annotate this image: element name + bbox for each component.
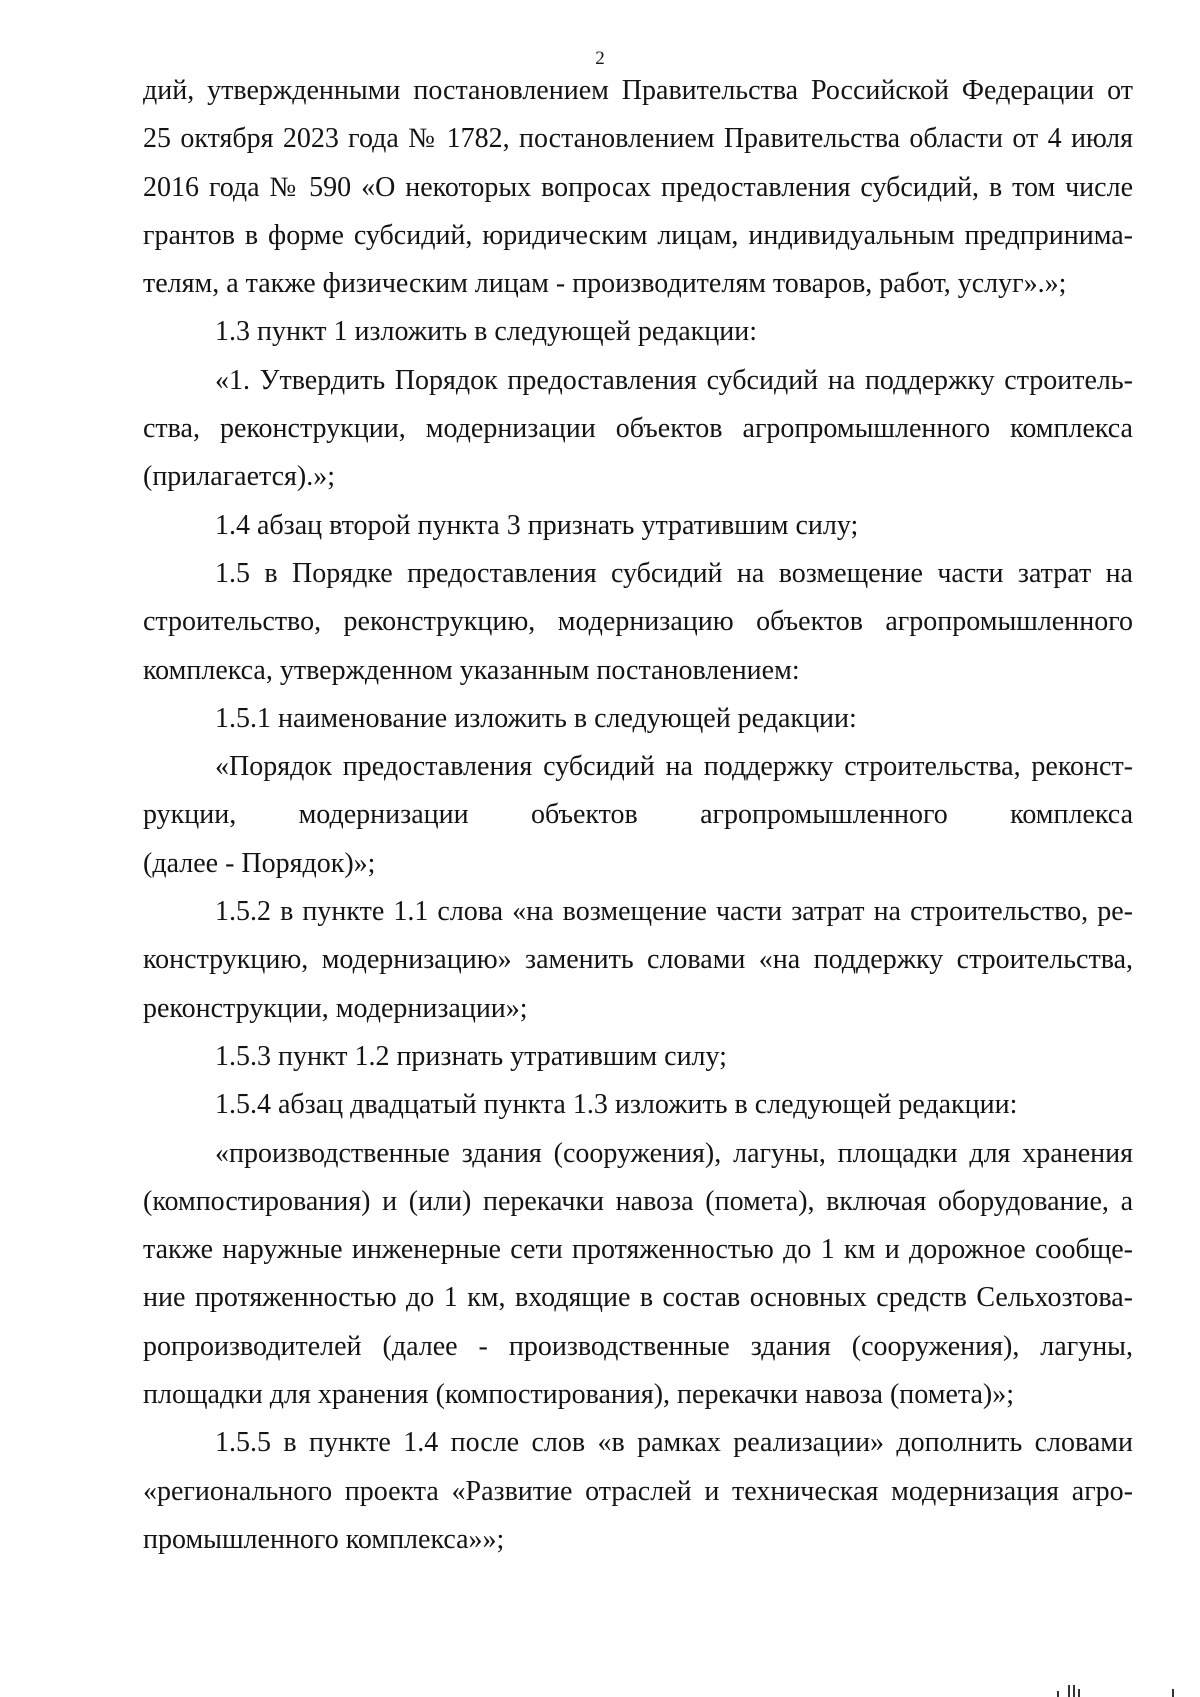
paragraph [143, 695, 1133, 743]
scan-artifact [1073, 1685, 1075, 1697]
text-line: (компостирования) и (или) перекачки навоза (помета), включая оборудование, а [143, 1185, 1133, 1217]
paragraph [143, 550, 1133, 695]
text-line: 1.3 пункт 1 изложить в следующей редакции: [215, 316, 757, 348]
text-line: дий, утвержденными постановлением Правительства Российской Федерации от [143, 75, 1133, 106]
scan-artifact [1068, 1685, 1070, 1697]
scan-artifact [1057, 1691, 1059, 1697]
text-line: ства, реконструкции, модернизации объектов агропромышленного комплекса [143, 413, 1133, 445]
text-line: «Порядок предоставления субсидий на поддержку строительства, реконст- [215, 751, 1133, 783]
text-line: 1.4 абзац второй пункта 3 признать утратившим силу; [215, 509, 859, 541]
text-line: грантов в форме субсидий, юридическим лицам, индивидуальным предпринима- [143, 219, 1133, 251]
text-line: 25 октября 2023 года № 1782, постановлением Правительства области от 4 июля [143, 123, 1133, 155]
paragraph [143, 1033, 1133, 1081]
paragraph [143, 1419, 1133, 1564]
paragraph [143, 502, 1133, 550]
text-line: (далее - Порядок)»; [143, 847, 376, 879]
paragraph [143, 1081, 1133, 1129]
text-line: (прилагается).»; [143, 461, 336, 493]
text-line: «1. Утвердить Порядок предоставления субсидий на поддержку строитель- [215, 364, 1133, 396]
paragraph [143, 357, 1133, 502]
text-line: строительство, реконструкцию, модернизацию объектов агропромышленного [143, 606, 1133, 638]
text-line: 2016 года № 590 «О некоторых вопросах предоставления субсидий, в том числе [143, 171, 1133, 203]
text-line: 1.5 в Порядке предоставления субсидий на возмещение части затрат на [215, 557, 1133, 589]
text-line: ние протяженностью до 1 км, входящие в состав основных средств Сельхозтова- [143, 1282, 1133, 1314]
text-line: ропроизводителей (далее - производственные здания (сооружения), лагуны, [143, 1330, 1133, 1362]
text-line: «регионального проекта «Развитие отраслей и техническая модернизация агро- [143, 1475, 1133, 1507]
document-body [143, 67, 1133, 1564]
text-line: рукции, модернизации объектов агропромышленного комплекса [143, 799, 1133, 831]
text-line: 1.5.2 в пункте 1.1 слова «на возмещение части затрат на строительство, ре- [215, 896, 1133, 928]
text-line: реконструкции, модернизации»; [143, 992, 528, 1024]
text-line: «производственные здания (сооружения), лагуны, площадки для хранения [215, 1137, 1133, 1169]
text-line: площадки для хранения (компостирования), перекачки навоза (помета)»; [143, 1379, 1014, 1411]
page-number: 2 [595, 48, 605, 69]
paragraph [143, 1130, 1133, 1420]
scan-artifact [1172, 1689, 1174, 1697]
text-line: 1.5.1 наименование изложить в следующей редакции: [215, 702, 857, 734]
paragraph [143, 743, 1133, 888]
text-line: 1.5.4 абзац двадцатый пункта 1.3 изложить в следующей редакции: [215, 1089, 1018, 1121]
paragraph [143, 888, 1133, 1033]
text-line: 1.5.3 пункт 1.2 признать утратившим силу; [215, 1040, 727, 1072]
text-line: конструкцию, модернизацию» заменить словами «на поддержку строительства, [143, 944, 1133, 976]
scan-artifact [1078, 1689, 1080, 1697]
text-line: 1.5.5 в пункте 1.4 после слов «в рамках реализации» дополнить словами [215, 1427, 1133, 1459]
paragraph [143, 67, 1133, 308]
text-line: также наружные инженерные сети протяженностью до 1 км и дорожное сообще- [143, 1234, 1133, 1266]
text-line: промышленного комплекса»»; [143, 1523, 505, 1555]
text-line: телям, а также физическим лицам - производителям товаров, работ, услуг».»; [143, 268, 1067, 300]
text-line: комплекса, утвержденном указанным постановлением: [143, 654, 800, 686]
paragraph [143, 308, 1133, 356]
